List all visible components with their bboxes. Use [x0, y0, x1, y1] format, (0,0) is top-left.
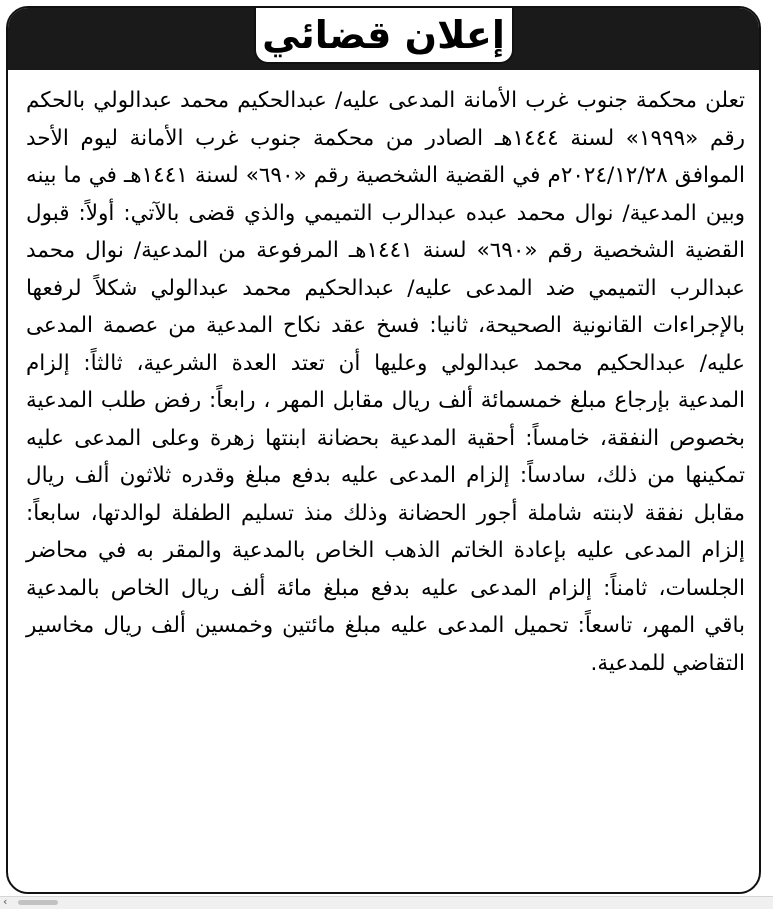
header-band [8, 8, 759, 70]
notice-title: إعلان قضائي [262, 13, 505, 57]
notice-body: تعلن محكمة جنوب غرب الأمانة المدعى عليه/ عبدالحكيم محمد عبدالولي بالحكم رقم «١٩٩٩» لسنة ١٤٤٤هـ الصادر من محكمة جنوب غرب الأمانة ليوم الأحد الموافق ٢٠٢٤/١٢/٢٨م في القضية الشخصية رقم «٦٩٠» لسنة ١٤٤١هـ في ما بينه وبين المدعية/ نوال محمد عبده عبدالرب التميمي والذي قضى بالآتي: أولاً: قبول القضية الشخصية رقم «٦٩٠» لسنة ١٤٤١هـ المرفوعة من المدعية/ نوال محمد عبدالرب التميمي ضد المدعى عليه/ عبدالحكيم محمد عبدالولي شكلاً لرفعها بالإجراءات القانونية الصحيحة، ثانيا: فسخ عقد نكاح المدعية من عصمة المدعى عليه/ عبدالحكيم محمد عبدالولي وعليها أن تعتد العدة الشرعية، ثالثاً: إلزام المدعية بإرجاع مبلغ خمسمائة ألف ريال مقابل المهر ، رابعاً: رفض طلب المدعية بخصوص النفقة، خامساً: أحقية المدعية بحضانة ابنتها زهرة وعلى المدعى عليه تمكينها من ذلك، سادساً: إلزام المدعى عليه بدفع مبلغ وقدره ثلاثون ألف ريال مقابل نفقة لابنته شاملة أجور الحضانة وذلك منذ تسليم الطفلة لوالدتها، سابعاً: إلزام المدعى عليه بإعادة الخاتم الذهب الخاص بالمدعية والمقر به في محاضر الجلسات، ثامناً: إلزام المدعى عليه بدفع مبلغ مائة ألف ريال الخاص بالمدعية باقي المهر، تاسعاً: تحميل المدعى عليه مبلغ مائتين وخمسين ألف ريال مخاسير التقاضي للمدعية. [26, 88, 746, 676]
scroll-left-arrow-icon[interactable]: ‹ [3, 895, 8, 908]
title-plate [254, 8, 514, 64]
court-notice [6, 6, 761, 894]
scroll-thumb[interactable] [18, 900, 58, 905]
horizontal-scrollbar[interactable] [0, 896, 773, 909]
